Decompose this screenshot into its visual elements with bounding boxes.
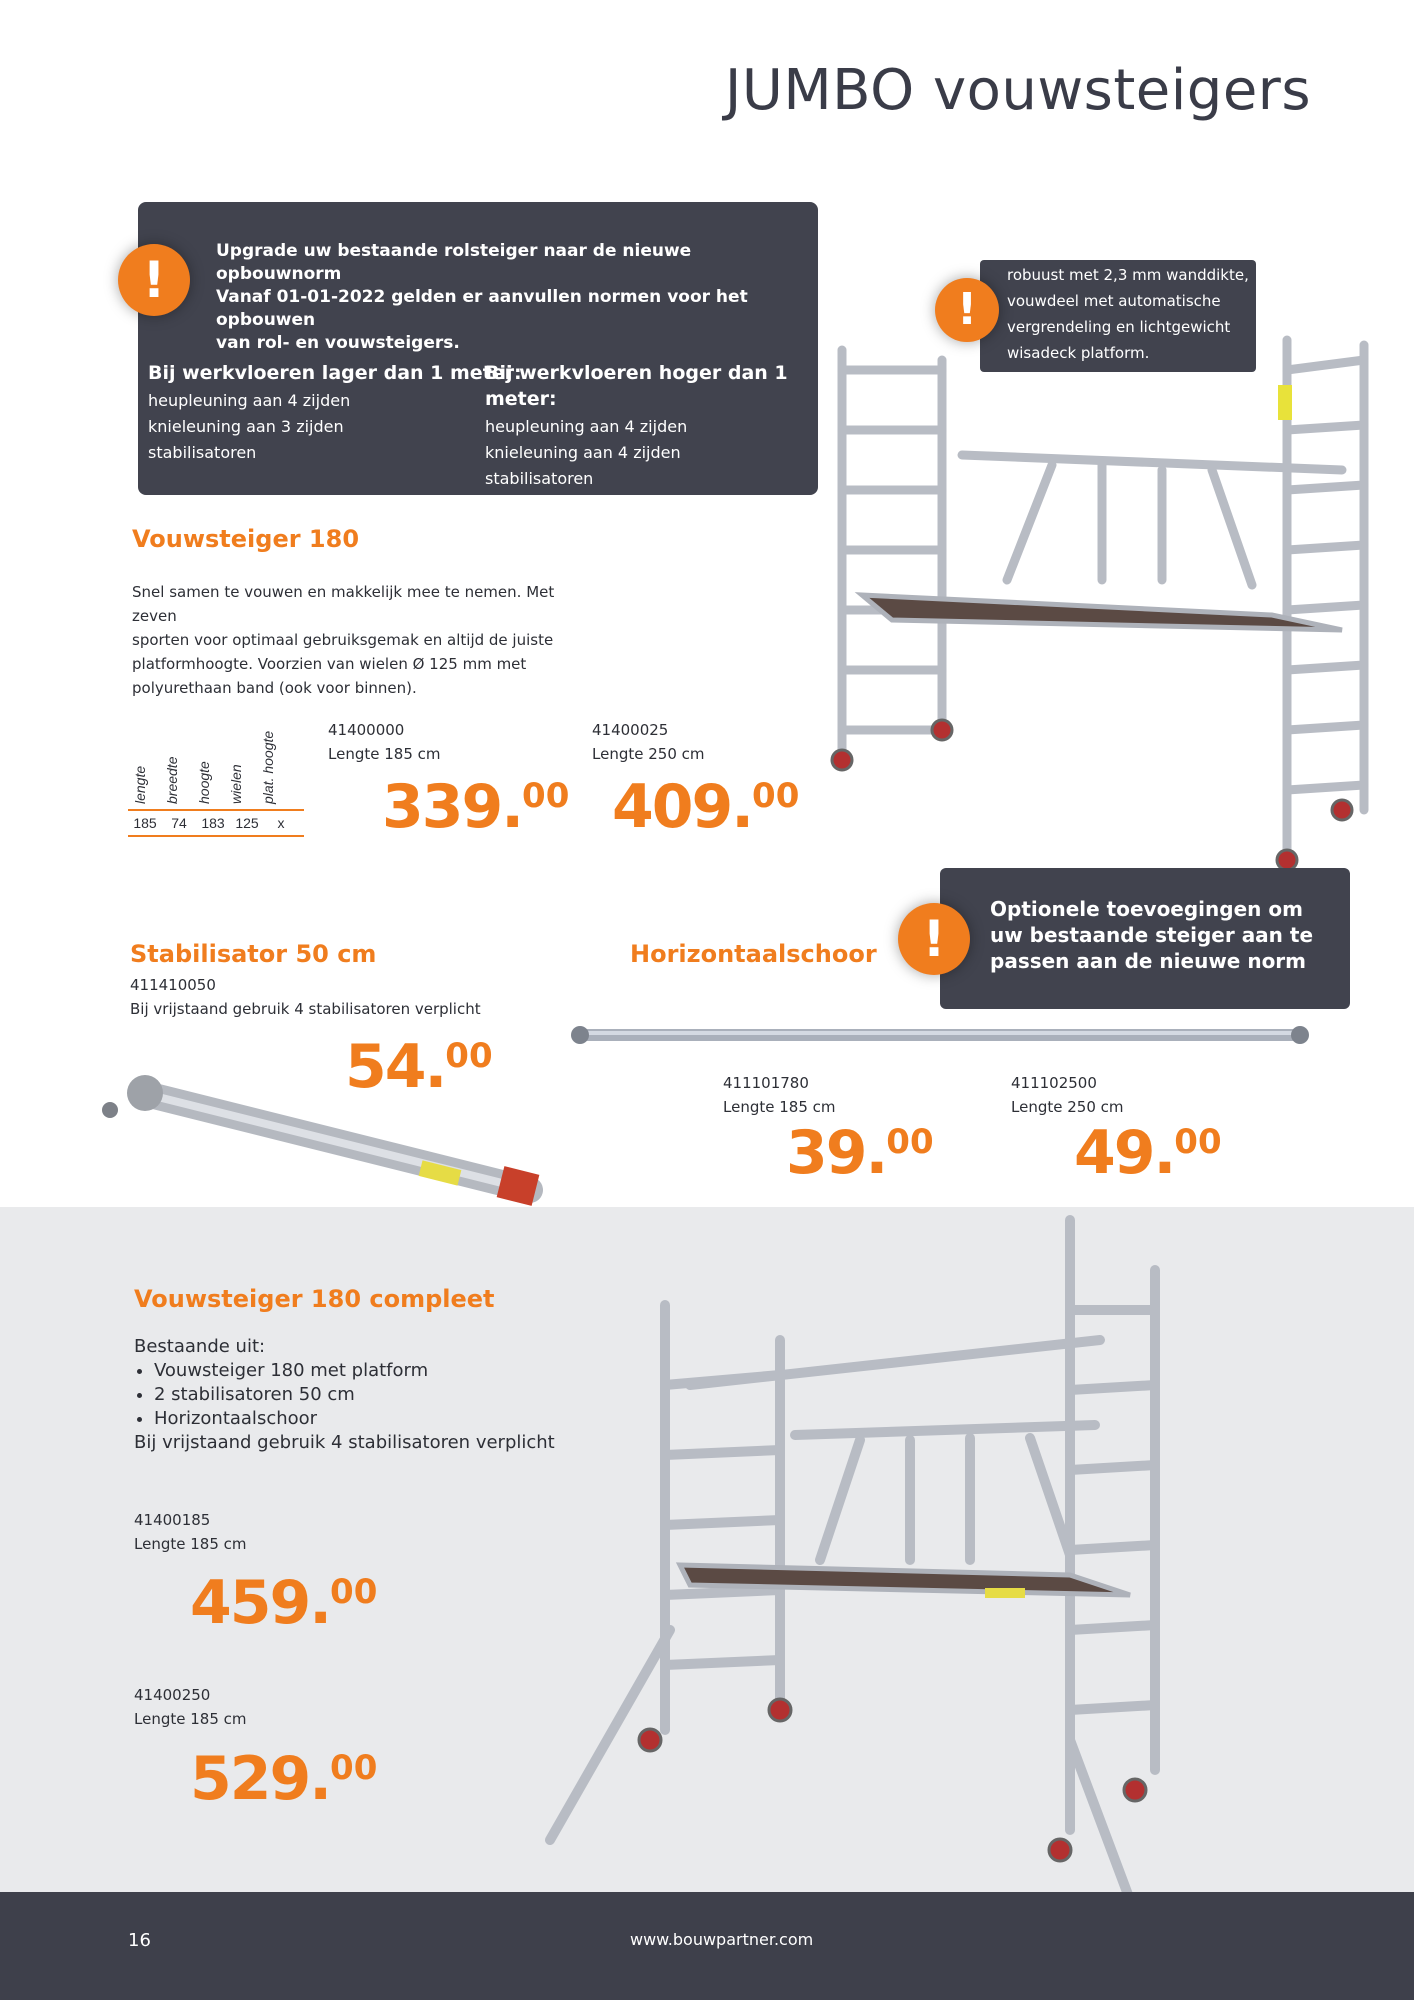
horizontaalschoor-image bbox=[565, 1018, 1315, 1058]
variant-info: 411102500 Lengte 250 cm bbox=[1011, 1074, 1124, 1116]
product-description: Snel samen te vouwen en makkelijk mee te nemen. Met zeven sporten voor optimaal gebruiksgemak en altijd de juiste platformhoogte. Voorzien van wielen Ø 125 mm met polyurethaan band (ook voor binnen). bbox=[132, 583, 555, 697]
norm-alert-box bbox=[138, 202, 818, 514]
product-info: 411410050 Bij vrijstaand gebruik 4 stabilisatoren verplicht bbox=[130, 976, 481, 1018]
variant-info: 411101780 Lengte 185 cm bbox=[723, 1074, 836, 1116]
alert-heading: Upgrade uw bestaande rolsteiger naar de nieuwe opbouwnorm Vanaf 01-01-2022 gelden er aanvullen normen voor het opbouwen van rol- en vouwsteigers. bbox=[216, 241, 748, 353]
price: 339.00 bbox=[382, 772, 570, 842]
stabilisator-image bbox=[90, 1055, 560, 1215]
spec-table: lengte breedte hoogte wielen plat. hoogte 185 74 183 125 x bbox=[128, 752, 304, 837]
product-title: Vouwsteiger 180 compleet bbox=[134, 1285, 495, 1313]
page-title: JUMBO vouwsteigers bbox=[724, 58, 1311, 123]
scaffold-features-note: robuust met 2,3 mm wanddikte, vouwdeel met automatische vergrendeling en lichtgewicht wisadeck platform. bbox=[980, 260, 1256, 372]
vouwsteiger-compleet-image bbox=[530, 1210, 1170, 1900]
price: 529.00 bbox=[190, 1744, 378, 1814]
variant-info: 41400000 Lengte 185 cm bbox=[328, 721, 441, 763]
footer bbox=[0, 1892, 1414, 2000]
exclamation-icon: ! bbox=[935, 278, 999, 342]
compleet-contents: Bestaande uit: • Vouwsteiger 180 met platform • 2 stabilisatoren 50 cm • Horizontaalschoor Bij vrijstaand gebruik 4 stabilisatoren verplicht bbox=[134, 1335, 555, 1455]
variant-info: 41400250 Lengte 185 cm bbox=[134, 1686, 247, 1728]
price: 39.00 bbox=[786, 1118, 934, 1188]
website-link[interactable]: www.bouwpartner.com bbox=[630, 1930, 814, 1949]
variant-info: 41400185 Lengte 185 cm bbox=[134, 1511, 247, 1553]
optional-additions-box: Optionele toevoegingen om uw bestaande steiger aan te passen aan de nieuwe norm bbox=[940, 868, 1350, 1009]
variant-info: 41400025 Lengte 250 cm bbox=[592, 721, 705, 763]
exclamation-icon: ! bbox=[118, 244, 190, 316]
exclamation-icon: ! bbox=[898, 903, 970, 975]
price: 49.00 bbox=[1074, 1118, 1222, 1188]
low-floor-requirements: Bij werkvloeren lager dan 1 meter: heupleuning aan 4 zijden knieleuning aan 3 zijden stabilisatoren bbox=[148, 362, 522, 462]
price: 409.00 bbox=[612, 772, 800, 842]
vouwsteiger-image bbox=[812, 330, 1372, 870]
page-number: 16 bbox=[128, 1930, 151, 1951]
price: 459.00 bbox=[190, 1568, 378, 1638]
product-title: Vouwsteiger 180 bbox=[132, 525, 360, 553]
product-title: Stabilisator 50 cm bbox=[130, 940, 377, 968]
product-title: Horizontaalschoor bbox=[630, 940, 877, 968]
price: 54.00 bbox=[345, 1032, 493, 1102]
high-floor-requirements: Bij werkvloeren hoger dan 1 meter: heupleuning aan 4 zijden knieleuning aan 4 zijden stabilisatoren kantplanken bbox=[485, 362, 788, 514]
